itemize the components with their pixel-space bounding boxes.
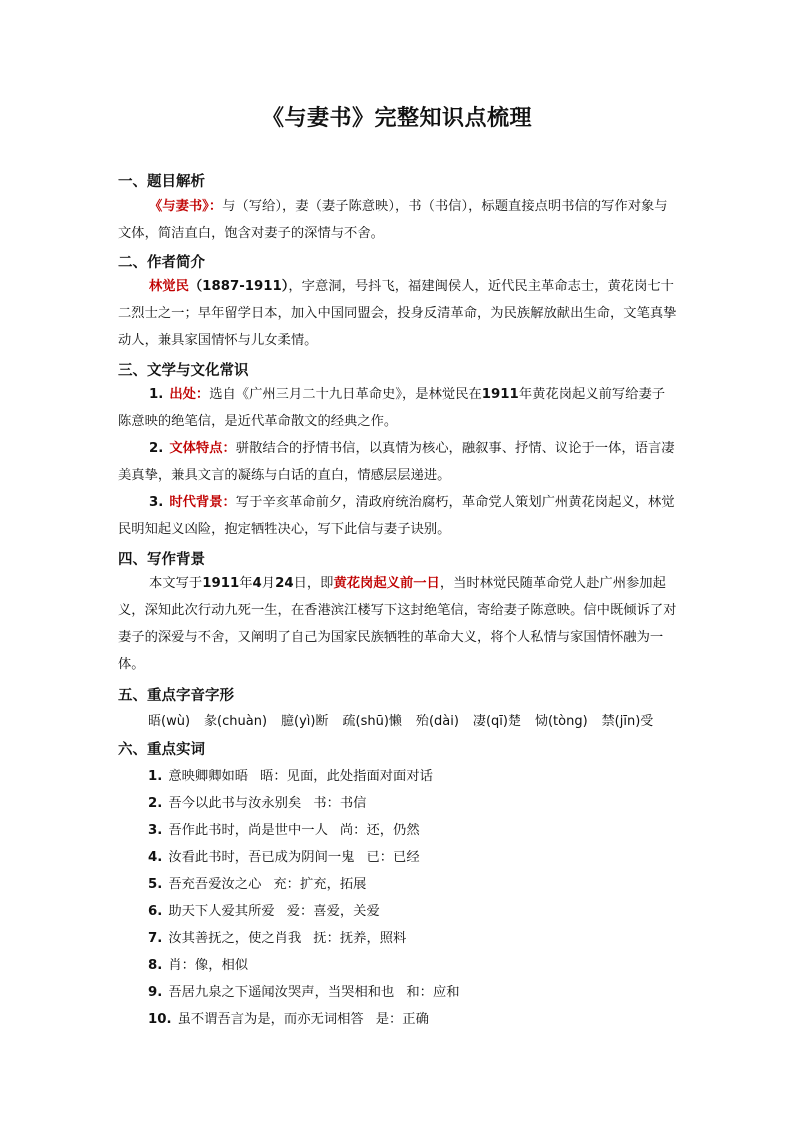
- section-4-heading: 四、写作背景: [118, 552, 205, 568]
- section-5-heading: 五、重点字音字形: [118, 688, 234, 704]
- word-item: 7. 汝其善抚之，使之肖我 抚：抚养，照料: [148, 931, 407, 946]
- word-item: 4. 汝看此书时，吾已成为阴间一鬼 已：已经: [148, 850, 420, 865]
- bg-text: 月: [261, 576, 276, 591]
- word-item: 5. 吾充吾爱汝之心 充：扩充，拓展: [148, 877, 367, 892]
- char-item: 臆(yì)断: [281, 714, 329, 729]
- item-year: 1911: [481, 387, 519, 402]
- bg-text: 倾诉了对妻子的深爱与不舍，又阐明了自己为国家民族牺牲的革命大义，将个人私情与家国: [118, 603, 677, 645]
- item-number: 3.: [149, 495, 164, 510]
- author-years: （1887-1911）: [188, 279, 289, 294]
- section-1-text-2: 象与文体，简洁直白，饱含对妻子的深情与不舍。: [118, 199, 668, 241]
- item-text: 年黄花岗起义前写给妻: [518, 387, 652, 402]
- word-item: 2. 吾今以此书与汝永别矣 书：书信: [148, 796, 367, 811]
- section-2-paragraph: [118, 273, 678, 354]
- item-number: 2.: [149, 441, 164, 456]
- section-6-heading: 六、重点实词: [118, 742, 205, 758]
- section-2-text-1: ，字意洞，号抖飞，福建闽侯人，近代民主革命志士，黄花岗七十: [288, 279, 674, 294]
- word-item: 8. 肖：像，相似: [148, 958, 249, 973]
- word-item: 9. 吾居九泉之下遥闻汝哭声，当哭相和也 和：应和: [148, 985, 460, 1000]
- item-text: 写于辛亥革命前夕，清政府统治腐朽，革命党人策划广州黄花岗起义，林: [235, 495, 662, 510]
- section-2-text-3: 真挚动人，兼具家国情怀与儿女柔情。: [118, 306, 677, 348]
- bg-month: 4: [252, 576, 262, 591]
- bg-key: 黄花岗起义前一日: [333, 576, 440, 591]
- char-item: 晤(wù): [148, 714, 191, 729]
- bg-text: 加起义，深知此次行动九死一生，在香港滨江楼写下这封绝笔信，寄给妻子陈意映。信中既: [118, 576, 666, 618]
- item-key: 出处：: [169, 387, 210, 402]
- char-item: 殆(dài): [415, 714, 459, 729]
- bg-text: 日，即: [293, 576, 334, 591]
- section-3-item-2: [118, 435, 678, 489]
- section-1-heading: 一、题目解析: [118, 174, 205, 190]
- word-item: 3. 吾作此书时，尚是世中一人 尚：还，仍然: [148, 823, 420, 838]
- character-list: [148, 710, 688, 729]
- item-text: 子陈意映的绝笔信，是近代革命散文的经典之作。: [118, 387, 666, 429]
- char-item: 疏(shū)懒: [342, 714, 402, 729]
- section-3-item-3: [118, 489, 678, 543]
- item-key: 文体特点：: [169, 441, 236, 456]
- word-item: 6. 助天下人爱其所爱 爱：喜爱，关爱: [148, 904, 380, 919]
- section-4-paragraph: [118, 570, 678, 678]
- item-text: 觉民明知起义凶险，抱定牺牲决心，写下此信与妻子诀别。: [118, 495, 675, 537]
- word-item: 10. 虽不谓吾言为是，而亦无词相答 是：正确: [148, 1012, 429, 1027]
- char-item: 彖(chuàn): [204, 714, 268, 729]
- author-name: 林觉民: [149, 279, 189, 294]
- char-item: 禁(jīn)受: [601, 714, 654, 729]
- item-text: 选自《广州三月二十九日革命史》，是林觉民在: [209, 387, 482, 402]
- word-item: 1. 意映卿卿如晤 晤：见面，此处指面对面对话: [148, 769, 433, 784]
- section-1-text-1: 与（写给），妻（妻子陈意映），书（书信），标题直接点明书信的写作对: [222, 199, 641, 214]
- bg-text: 情怀融为一体。: [118, 630, 664, 672]
- section-3-item-1: [118, 381, 678, 435]
- char-item: 凄(qī)楚: [472, 714, 521, 729]
- section-2-text-2: 二烈士之一；早年留学日本，加入中国同盟会，投身反清革命，为民族解放献出生命，文笔: [118, 306, 650, 321]
- bg-text: ，当时林觉民随革命党人赴广州参: [439, 576, 640, 591]
- item-number: 1.: [149, 387, 164, 402]
- bg-text: 本文写于: [149, 576, 203, 591]
- item-text: 言凄美真挚，兼具文言的凝练与白话的直白，情感层层递进。: [118, 441, 675, 483]
- page-title: 《与妻书》完整知识点梳理: [261, 106, 532, 131]
- bg-text: 年: [239, 576, 253, 591]
- bg-year: 1911: [202, 576, 240, 591]
- section-1-key: 《与妻书》：: [149, 199, 223, 214]
- section-1-paragraph: [118, 193, 678, 247]
- char-item: 恸(tòng): [534, 714, 588, 729]
- bg-day: 24: [275, 576, 294, 591]
- section-3-heading: 三、文学与文化常识: [118, 363, 249, 379]
- item-key: 时代背景：: [169, 495, 236, 510]
- section-2-heading: 二、作者简介: [118, 255, 205, 271]
- item-text: 骈散结合的抒情书信，以真情为核心，融叙事、抒情、议论于一体，语: [235, 441, 648, 456]
